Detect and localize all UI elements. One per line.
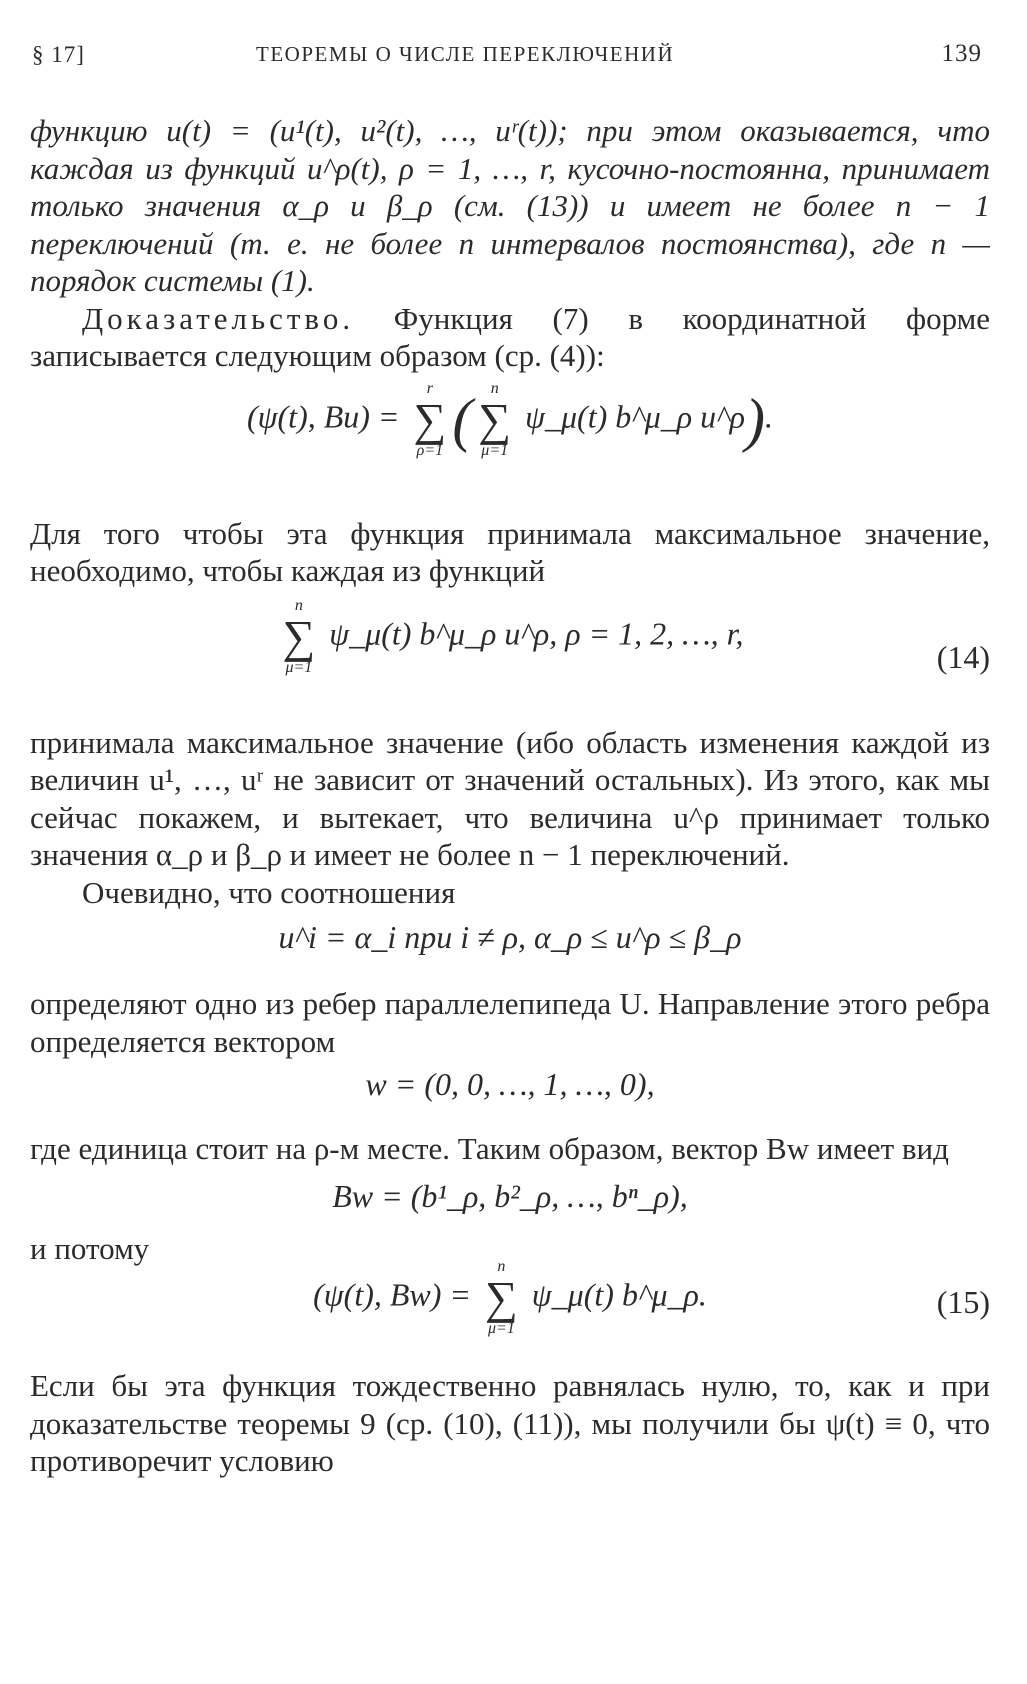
equation-number-14: (14) [936, 638, 990, 675]
formula-bw [30, 1176, 990, 1230]
formula-15 [30, 1259, 990, 1345]
section-marker: § 17] [32, 42, 85, 67]
formula-vector-w-text: w = (0, 0, …, 1, …, 0), [365, 1066, 655, 1102]
book-page [30, 28, 990, 1480]
sum-15: n ∑ μ=1 [485, 1258, 518, 1337]
formula-15-left: (ψ(t), Bw) = [313, 1276, 471, 1313]
paragraph-therefore: и потому [30, 1230, 150, 1266]
formula-vector-w [30, 1064, 990, 1120]
inner-sum: n ∑ μ=1 [478, 379, 512, 459]
sum-14-upper: n [294, 596, 303, 614]
formula-bw-text: Bw = (b¹_ρ, b²_ρ, …, bⁿ_ρ), [332, 1177, 688, 1214]
paragraph-edge: определяют одно из ребер параллелепипеда U. Направление этого ребра определяется вектором [30, 986, 990, 1059]
formula-coordinate-form: (ψ(t), Bu) = r ∑ ρ=1 ( n ∑ μ=1 ψ_μ(t) b^μ_ρ u^ρ). [246, 379, 773, 459]
formula-relations-text: u^i = α_i при i ≠ ρ, α_ρ ≤ u^ρ ≤ β_ρ [278, 919, 742, 955]
inner-sum-upper: n [490, 379, 499, 397]
sum-14: n ∑ μ=1 [282, 596, 316, 676]
paragraph-contradiction: Если бы эта функция тождественно равнялась нулю, то, как и при доказательстве теоремы 9 (ср. (10), (11)), мы получили бы ψ(t) ≡ 0, что противоречит условию [30, 1368, 990, 1478]
sum-15-upper: n [497, 1258, 506, 1275]
formula-15-body: ψ_μ(t) b^μ_ρ. [531, 1276, 707, 1313]
formula-14-body: ψ_μ(t) b^μ_ρ u^ρ, ρ = 1, 2, …, r, [329, 614, 744, 651]
running-header [30, 28, 990, 68]
paragraph-obviously: Очевидно, что соотношения [82, 874, 456, 910]
outer-sum-lower: ρ=1 [416, 441, 444, 459]
paragraph-proof-start [30, 300, 990, 375]
paragraph-theorem-end: функцию u(t) = (u¹(t), u²(t), …, uʳ(t)); при этом оказывается, что каждая из функций u^ρ(t), ρ = 1, …, r, кусочно-постоянна, принимает только значения α_ρ и β_ρ (см. (13)) и имеет не более n − 1 переключений (т. е. не более n интервалов постоянства), где n — порядок системы (1). [30, 113, 990, 298]
formula-1-left: (ψ(t), Bu) = [246, 397, 400, 434]
paragraph-maximum-condition: Для того чтобы эта функция принимала максимальное значение, необходимо, чтобы каждая из функций [30, 515, 990, 588]
proof-text: Функция (7) в координатной форме записывается следующим образом (ср. (4)): [30, 300, 990, 373]
proof-label: Доказательство. [82, 300, 355, 336]
formula-1-end: . [765, 397, 773, 434]
inner-sum-lower: μ=1 [481, 441, 509, 459]
equation-number-15: (15) [936, 1284, 990, 1320]
sum-14-lower: μ=1 [285, 658, 313, 676]
outer-sum-upper: r [426, 379, 434, 397]
paragraph-unit-position: где единица стоит на ρ-м месте. Таким образом, вектор Bw имеет вид [30, 1131, 949, 1166]
formula-14 [30, 598, 990, 716]
sum-15-lower: μ=1 [487, 1320, 515, 1337]
outer-sum: r ∑ ρ=1 [413, 379, 447, 459]
page-number: 139 [941, 40, 982, 67]
formula-relations [30, 917, 990, 979]
paragraph-independence: принимала максимальное значение (ибо область изменения каждой из величин u¹, …, uʳ не зависит от значений остальных). Из этого, как мы сейчас покажем, и вытекает, что величина u^ρ принимает только значения α_ρ и β_ρ и имеет не более n − 1 переключений. [30, 724, 990, 872]
running-title: ТЕОРЕМЫ О ЧИСЛЕ ПЕРЕКЛЮЧЕНИЙ [256, 42, 675, 66]
formula-1-body: ψ_μ(t) b^μ_ρ u^ρ [525, 397, 746, 434]
